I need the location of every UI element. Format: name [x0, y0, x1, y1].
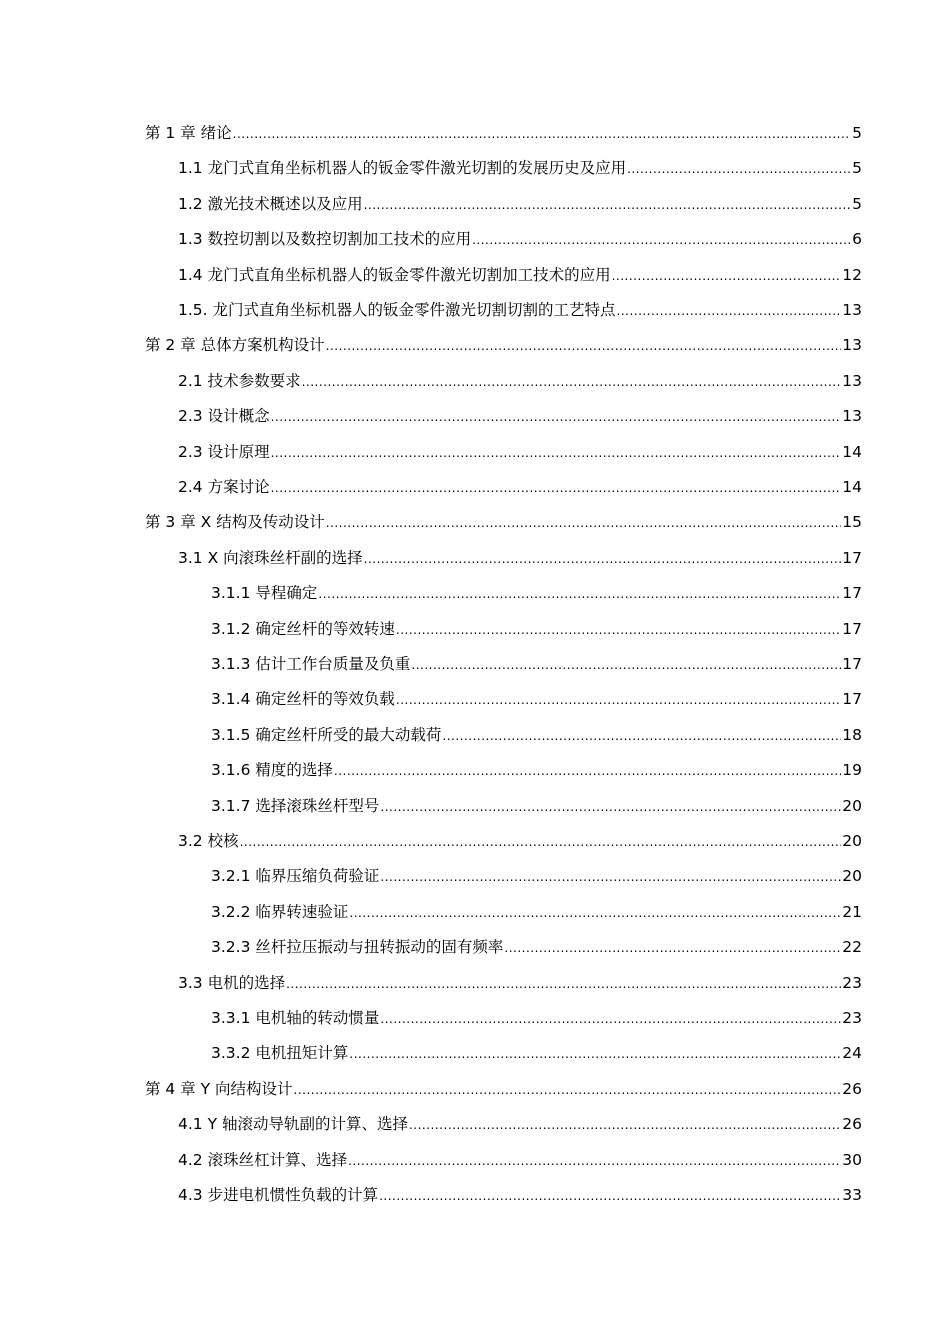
- toc-entry-page-number: 23: [842, 973, 862, 992]
- toc-entry[interactable]: [211, 861, 862, 891]
- toc-leader-dots: [364, 190, 852, 219]
- toc-entry-page-number: 17: [842, 655, 862, 673]
- toc-entry[interactable]: [211, 614, 862, 644]
- toc-entry-title: 3.1.4 确定丝杆的等效负载: [211, 690, 395, 709]
- toc-entry-page-number: 5: [852, 194, 862, 213]
- toc-leader-dots: [472, 225, 851, 254]
- toc-entry-title: 第 4 章 Y 向结构设计: [145, 1079, 293, 1098]
- toc-entry[interactable]: [178, 968, 862, 998]
- toc-entry-title: 3.1.6 精度的选择: [211, 761, 333, 780]
- toc-entry-page-number: 17: [842, 619, 862, 638]
- toc-entry-page-number: 21: [842, 902, 862, 921]
- toc-leader-dots: [442, 721, 841, 750]
- toc-entry[interactable]: [211, 1038, 862, 1068]
- toc-entry-page-number: 14: [842, 478, 862, 496]
- toc-entry-title: 3.1 X 向滚珠丝杆副的选择: [178, 548, 363, 567]
- toc-entry[interactable]: [211, 649, 862, 679]
- toc-entry-page-number: 19: [842, 761, 862, 780]
- toc-entry[interactable]: [211, 755, 862, 785]
- toc-leader-dots: [240, 827, 842, 856]
- toc-leader-dots: [380, 1004, 841, 1033]
- toc-leader-dots: [271, 402, 842, 431]
- toc-entry-title: 3.1.3 估计工作台质量及负重: [211, 655, 411, 673]
- toc-entry[interactable]: [178, 1145, 862, 1175]
- toc-entry-page-number: 17: [842, 584, 862, 603]
- toc-entry-title: 1.5. 龙门式直角坐标机器人的钣金零件激光切割切割的工艺特点: [178, 301, 616, 319]
- toc-entry-title: 3.2.1 临界压缩负荷验证: [211, 867, 380, 886]
- toc-entry-page-number: 26: [842, 1115, 862, 1134]
- toc-entry-title: 2.4 方案讨论: [178, 478, 270, 496]
- toc-leader-dots: [627, 154, 851, 183]
- toc-entry-title: 3.2.2 临界转速验证: [211, 902, 349, 921]
- toc-entry-title: 2.3 设计概念: [178, 407, 270, 426]
- toc-entry[interactable]: [211, 684, 862, 714]
- toc-entry[interactable]: [211, 897, 862, 927]
- toc-entry[interactable]: [178, 260, 862, 290]
- toc-leader-dots: [271, 473, 842, 502]
- toc-leader-dots: [504, 933, 841, 962]
- toc-entry[interactable]: [211, 1003, 862, 1033]
- toc-entry-title: 3.1.2 确定丝杆的等效转速: [211, 619, 395, 638]
- toc-entry[interactable]: [178, 826, 862, 856]
- toc-entry-title: 1.4 龙门式直角坐标机器人的钣金零件激光切割加工技术的应用: [178, 265, 611, 284]
- toc-entry-page-number: 14: [842, 442, 862, 461]
- toc-entry[interactable]: [178, 295, 862, 325]
- toc-entry-title: 第 1 章 绪论: [145, 124, 232, 142]
- toc-entry-title: 2.1 技术参数要求: [178, 371, 301, 390]
- toc-entry[interactable]: [178, 224, 862, 254]
- toc-entry[interactable]: [178, 189, 862, 219]
- toc-entry-title: 3.2.3 丝杆拉压振动与扭转振动的固有频率: [211, 938, 504, 957]
- toc-leader-dots: [286, 969, 841, 998]
- toc-leader-dots: [349, 1039, 841, 1068]
- toc-entry-title: 1.3 数控切割以及数控切割加工技术的应用: [178, 230, 472, 249]
- toc-leader-dots: [612, 261, 842, 290]
- toc-entry-title: 3.1.1 导程确定: [211, 584, 318, 603]
- toc-leader-dots: [318, 579, 841, 608]
- toc-entry-title: 3.2 校核: [178, 832, 239, 850]
- toc-entry[interactable]: [145, 118, 862, 148]
- toc-entry-page-number: 13: [842, 371, 862, 390]
- toc-entry-page-number: 13: [842, 407, 862, 426]
- toc-entry[interactable]: [211, 791, 862, 821]
- toc-entry-page-number: 18: [842, 725, 862, 744]
- toc-entry-page-number: 13: [842, 301, 862, 319]
- toc-entry-page-number: 15: [842, 513, 862, 532]
- toc-entry-page-number: 6: [852, 230, 862, 249]
- toc-entry-page-number: 20: [842, 796, 862, 815]
- toc-entry-page-number: 13: [842, 336, 862, 355]
- toc-entry[interactable]: [145, 1074, 862, 1104]
- toc-entry[interactable]: [178, 472, 862, 502]
- toc-leader-dots: [326, 331, 842, 360]
- toc-entry[interactable]: [178, 153, 862, 183]
- toc-entry-page-number: 22: [842, 938, 862, 957]
- toc-entry-page-number: 33: [842, 1186, 862, 1204]
- toc-entry[interactable]: [145, 330, 862, 360]
- toc-leader-dots: [409, 1110, 841, 1139]
- toc-leader-dots: [380, 792, 841, 821]
- toc-entry[interactable]: [178, 1180, 862, 1210]
- toc-entry-title: 3.1.7 选择滚珠丝杆型号: [211, 796, 380, 815]
- toc-entry-page-number: 24: [842, 1044, 862, 1063]
- toc-entry-title: 3.3.2 电机扭矩计算: [211, 1044, 349, 1063]
- toc-leader-dots: [271, 438, 842, 467]
- toc-entry[interactable]: [211, 932, 862, 962]
- toc-entry-title: 1.2 激光技术概述以及应用: [178, 194, 363, 213]
- toc-leader-dots: [233, 119, 851, 148]
- toc-entry-title: 4.1 Y 轴滚动导轨副的计算、选择: [178, 1115, 408, 1134]
- toc-entry-page-number: 20: [842, 832, 862, 850]
- toc-entry-page-number: 17: [842, 690, 862, 709]
- toc-leader-dots: [380, 862, 841, 891]
- toc-leader-dots: [294, 1075, 842, 1104]
- toc-entry[interactable]: [178, 366, 862, 396]
- toc-leader-dots: [379, 1181, 841, 1210]
- toc-entry[interactable]: [211, 720, 862, 750]
- toc-entry-title: 第 2 章 总体方案机构设计: [145, 336, 325, 355]
- toc-entry[interactable]: [211, 578, 862, 608]
- toc-entry[interactable]: [178, 401, 862, 431]
- toc-entry-title: 4.3 步进电机惯性负载的计算: [178, 1186, 379, 1204]
- toc-entry[interactable]: [178, 1109, 862, 1139]
- toc-entry-title: 第 3 章 X 结构及传动设计: [145, 513, 325, 532]
- toc-leader-dots: [326, 508, 842, 537]
- toc-entry[interactable]: [178, 543, 862, 573]
- toc-entry-title: 4.2 滚珠丝杠计算、选择: [178, 1150, 348, 1169]
- toc-entry-page-number: 20: [842, 867, 862, 886]
- toc-entry-title: 3.3 电机的选择: [178, 973, 286, 992]
- toc-leader-dots: [411, 650, 841, 679]
- toc-entry-title: 1.1 龙门式直角坐标机器人的钣金零件激光切割的发展历史及应用: [178, 159, 627, 178]
- toc-entry-title: 3.1.5 确定丝杆所受的最大动载荷: [211, 725, 442, 744]
- toc-leader-dots: [349, 898, 841, 927]
- toc-entry-page-number: 17: [842, 548, 862, 567]
- toc-entry-page-number: 12: [842, 265, 862, 284]
- toc-entry-title: 3.3.1 电机轴的转动惯量: [211, 1009, 380, 1027]
- toc-entry-page-number: 30: [842, 1150, 862, 1169]
- toc-leader-dots: [302, 367, 842, 396]
- toc-leader-dots: [334, 756, 841, 785]
- toc-entry[interactable]: [145, 507, 862, 537]
- toc-leader-dots: [396, 685, 841, 714]
- toc-entry[interactable]: [178, 437, 862, 467]
- toc-entry-page-number: 23: [842, 1009, 862, 1027]
- toc-entry-page-number: 5: [852, 159, 862, 178]
- toc-leader-dots: [396, 615, 841, 644]
- toc-entry-page-number: 26: [842, 1079, 862, 1098]
- toc-leader-dots: [348, 1146, 841, 1175]
- toc-entry-title: 2.3 设计原理: [178, 442, 270, 461]
- toc-leader-dots: [364, 544, 842, 573]
- toc-leader-dots: [617, 296, 842, 325]
- toc-entry-page-number: 5: [852, 124, 862, 142]
